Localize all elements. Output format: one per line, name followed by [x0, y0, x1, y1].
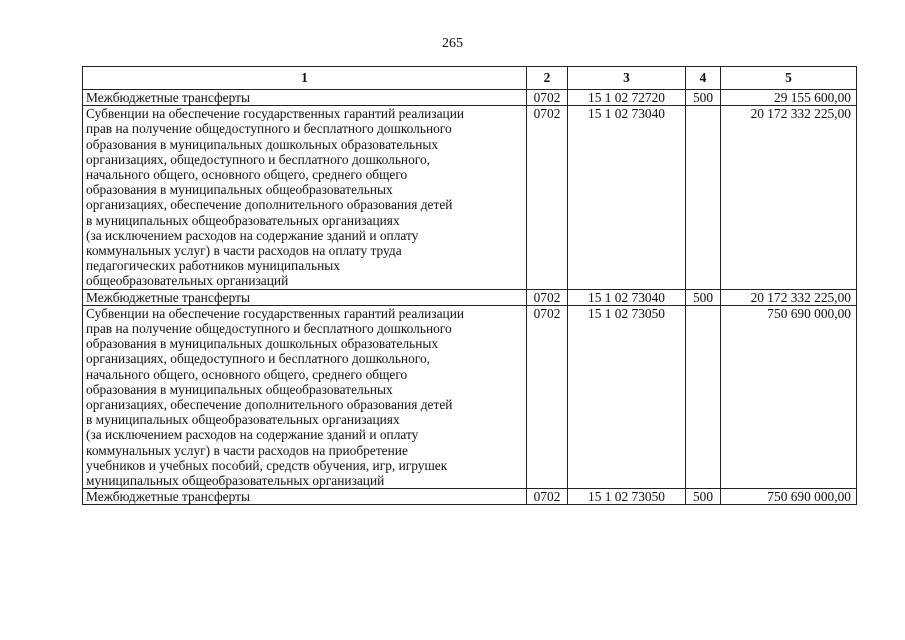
description-line: организациях, общедоступного и бесплатного дошкольного, [86, 351, 430, 367]
table-row [83, 106, 857, 289]
row-description [83, 489, 527, 505]
description-line: прав на получение общедоступного и бесплатного дошкольного [86, 321, 452, 337]
row-amount: 20 172 332 225,00 [721, 106, 857, 289]
description-line: прав на получение общедоступного и бесплатного дошкольного [86, 121, 452, 137]
description-line: в муниципальных общеобразовательных организациях [86, 212, 400, 228]
row-target-code: 15 1 02 73050 [568, 489, 686, 505]
description-line: организациях, обеспечение дополнительного образования детей [86, 197, 453, 213]
row-amount: 29 155 600,00 [721, 90, 857, 106]
description-line: муниципальных общеобразовательных организаций [86, 473, 385, 489]
description-line: организациях, общедоступного и бесплатного дошкольного, [86, 151, 430, 167]
header-col-4: 4 [686, 67, 721, 90]
row-description [83, 305, 527, 488]
description-line: коммунальных услуг) в части расходов на приобретение [86, 442, 408, 458]
row-amount: 750 690 000,00 [721, 305, 857, 488]
table-header-row [83, 67, 857, 90]
row-expense-type [686, 305, 721, 488]
description-line: педагогических работников муниципальных [86, 258, 340, 274]
row-expense-type [686, 106, 721, 289]
description-line: организациях, обеспечение дополнительного образования детей [86, 397, 453, 413]
row-expense-type: 500 [686, 289, 721, 305]
description-line: Субвенции на обеспечение государственных гарантий реализации [86, 305, 465, 321]
description-line: Межбюджетные трансферты [86, 489, 250, 505]
header-col-2: 2 [527, 67, 568, 90]
row-target-code: 15 1 02 73040 [568, 106, 686, 289]
description-line: Межбюджетные трансферты [86, 289, 250, 305]
row-amount: 20 172 332 225,00 [721, 289, 857, 305]
description-line: начального общего, основного общего, среднего общего [86, 366, 408, 382]
row-target-code: 15 1 02 72720 [568, 90, 686, 106]
table-row [83, 305, 857, 488]
page-number: 265 [442, 36, 463, 51]
budget-table [82, 66, 857, 505]
description-line: образования в муниципальных общеобразовательных [86, 182, 393, 198]
row-description [83, 90, 527, 106]
description-line: учебников и учебных пособий, средств обучения, игр, игрушек [86, 457, 448, 473]
row-description [83, 106, 527, 289]
description-line: коммунальных услуг) в части расходов на оплату труда [86, 243, 402, 259]
table-row [83, 489, 857, 505]
row-section: 0702 [527, 90, 568, 106]
row-expense-type: 500 [686, 489, 721, 505]
header-col-1: 1 [83, 67, 527, 90]
table-body [83, 90, 857, 505]
row-description [83, 289, 527, 305]
description-line: (за исключением расходов на содержание зданий и оплату [86, 227, 419, 243]
header-col-3: 3 [568, 67, 686, 90]
row-section: 0702 [527, 489, 568, 505]
row-section: 0702 [527, 305, 568, 488]
description-line: (за исключением расходов на содержание зданий и оплату [86, 427, 419, 443]
description-line: общеобразовательных организаций [86, 273, 289, 289]
table-row [83, 90, 857, 106]
description-line: образования в муниципальных дошкольных образовательных [86, 136, 439, 152]
description-line: в муниципальных общеобразовательных организациях [86, 412, 400, 428]
description-line: Субвенции на обеспечение государственных гарантий реализации [86, 106, 465, 122]
description-line: образования в муниципальных дошкольных образовательных [86, 336, 439, 352]
row-amount: 750 690 000,00 [721, 489, 857, 505]
description-line: начального общего, основного общего, среднего общего [86, 167, 408, 183]
row-target-code: 15 1 02 73040 [568, 289, 686, 305]
table-row [83, 289, 857, 305]
row-section: 0702 [527, 106, 568, 289]
row-expense-type: 500 [686, 90, 721, 106]
row-section: 0702 [527, 289, 568, 305]
description-line: Межбюджетные трансферты [86, 90, 250, 105]
row-target-code: 15 1 02 73050 [568, 305, 686, 488]
header-col-5: 5 [721, 67, 857, 90]
description-line: образования в муниципальных общеобразовательных [86, 381, 393, 397]
